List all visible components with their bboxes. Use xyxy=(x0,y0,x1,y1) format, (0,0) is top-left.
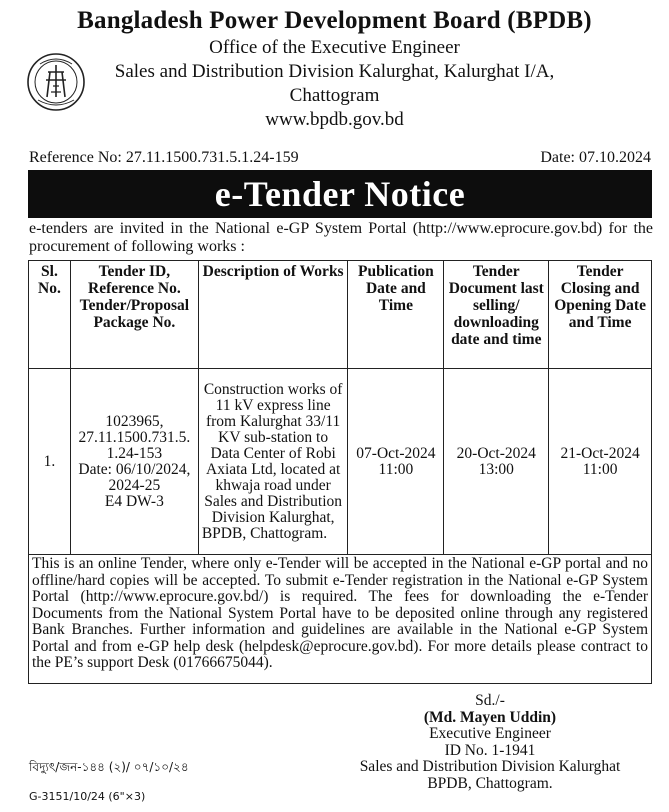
cell-description: Construction works of 11 kV express line from Kalurghat 33/11 KV sub-station to Data Center of Robi Axiata Ltd, located at khwaja road under Sales and Distribution Division Kalurghat, BPDB, Chattogram. xyxy=(198,369,348,555)
tender-id: 1023965, xyxy=(105,412,164,430)
cell-closing-date xyxy=(549,369,652,555)
city-name: Chattogram xyxy=(289,85,380,106)
header-tender-id: Tender ID, Reference No. Tender/Proposal Package No. xyxy=(70,261,198,369)
cell-last-selling-date xyxy=(444,369,549,555)
notice-date: Date: 07.10.2024 xyxy=(540,149,651,166)
signatory-id: ID No. 1-1941 xyxy=(444,741,536,759)
organization-name: Bangladesh Power Development Board (BPDB) xyxy=(77,7,592,34)
publication-date: 07-Oct-2024 xyxy=(356,444,436,462)
tender-date: Date: 06/10/2024, xyxy=(78,460,191,478)
tender-reference: 27.11.1500.731.5. xyxy=(78,428,191,446)
reference-number: Reference No: 27.11.1500.731.5.1.24-159 xyxy=(29,149,299,166)
cell-publication-date xyxy=(348,369,444,555)
notice-title: e-Tender Notice xyxy=(28,170,652,218)
header-closing-date: Tender Closing and Opening Date and Time xyxy=(549,261,652,369)
header-publication-date: Publication Date and Time xyxy=(348,261,444,369)
last-selling-time: 13:00 xyxy=(478,460,514,478)
signature-sd: Sd./- xyxy=(475,692,505,709)
division-name: Sales and Distribution Division Kalurghat, Kalurghat I/A, xyxy=(114,61,555,82)
closing-time: 11:00 xyxy=(582,460,618,478)
publication-time: 11:00 xyxy=(378,460,414,478)
last-selling-date: 20-Oct-2024 xyxy=(456,444,536,462)
signature-block xyxy=(330,693,650,792)
signatory-division: Sales and Distribution Division Kalurghat xyxy=(359,758,621,775)
header-last-selling-date: Tender Document last selling/ downloading date and time xyxy=(444,261,549,369)
closing-date: 21-Oct-2024 xyxy=(560,444,640,462)
tender-table xyxy=(28,260,652,555)
table-header-row xyxy=(29,261,652,369)
tender-package: E4 DW-3 xyxy=(104,492,164,510)
table-row xyxy=(29,369,652,555)
cell-tender-id xyxy=(70,369,198,555)
header-sl-no: Sl. No. xyxy=(29,261,71,369)
website-link[interactable]: www.bpdb.gov.bd xyxy=(265,109,404,130)
cell-sl-no: 1. xyxy=(29,369,71,555)
memo-number: বিদ্যুৎ/জন-১৪৪ (২)/ ০৭/১০/২৪ xyxy=(29,760,189,774)
tender-year: 2024-25 xyxy=(108,476,161,494)
signatory-name: (Md. Mayen Uddin) xyxy=(423,708,557,726)
tender-reference-cont: 1.24-153 xyxy=(106,444,163,462)
signatory-designation: Executive Engineer xyxy=(429,725,551,742)
letterhead xyxy=(0,6,669,132)
online-tender-notice: This is an online Tender, where only e-Tender will be accepted in the National e-GP portal and no offline/hard copies will be accepted. To submit e-Tender registration in the National e-GP System Portal (http://www.eprocure.gov.bd/) is required. The fees for downloading the e-Tender Documents from the National System Portal have to be deposited online through any registered Bank Branches. Further information and guidelines are available in the National e-GP System Portal and from e-GP help desk (helpdesk@eprocure.gov.bd). For more details please contract to the PE’s support Desk (01766675044). xyxy=(28,554,652,684)
bpdb-seal-icon xyxy=(26,52,86,112)
intro-text: e-tenders are invited in the National e-GP System Portal (http://www.eprocure.gov.bd) for the procurement of following works : xyxy=(29,220,653,255)
header-description: Description of Works xyxy=(198,261,348,369)
signatory-org: BPDB, Chattogram. xyxy=(427,774,553,792)
office-name: Office of the Executive Engineer xyxy=(209,37,460,58)
print-code: G-3151/10/24 (6"×3) xyxy=(29,790,146,803)
